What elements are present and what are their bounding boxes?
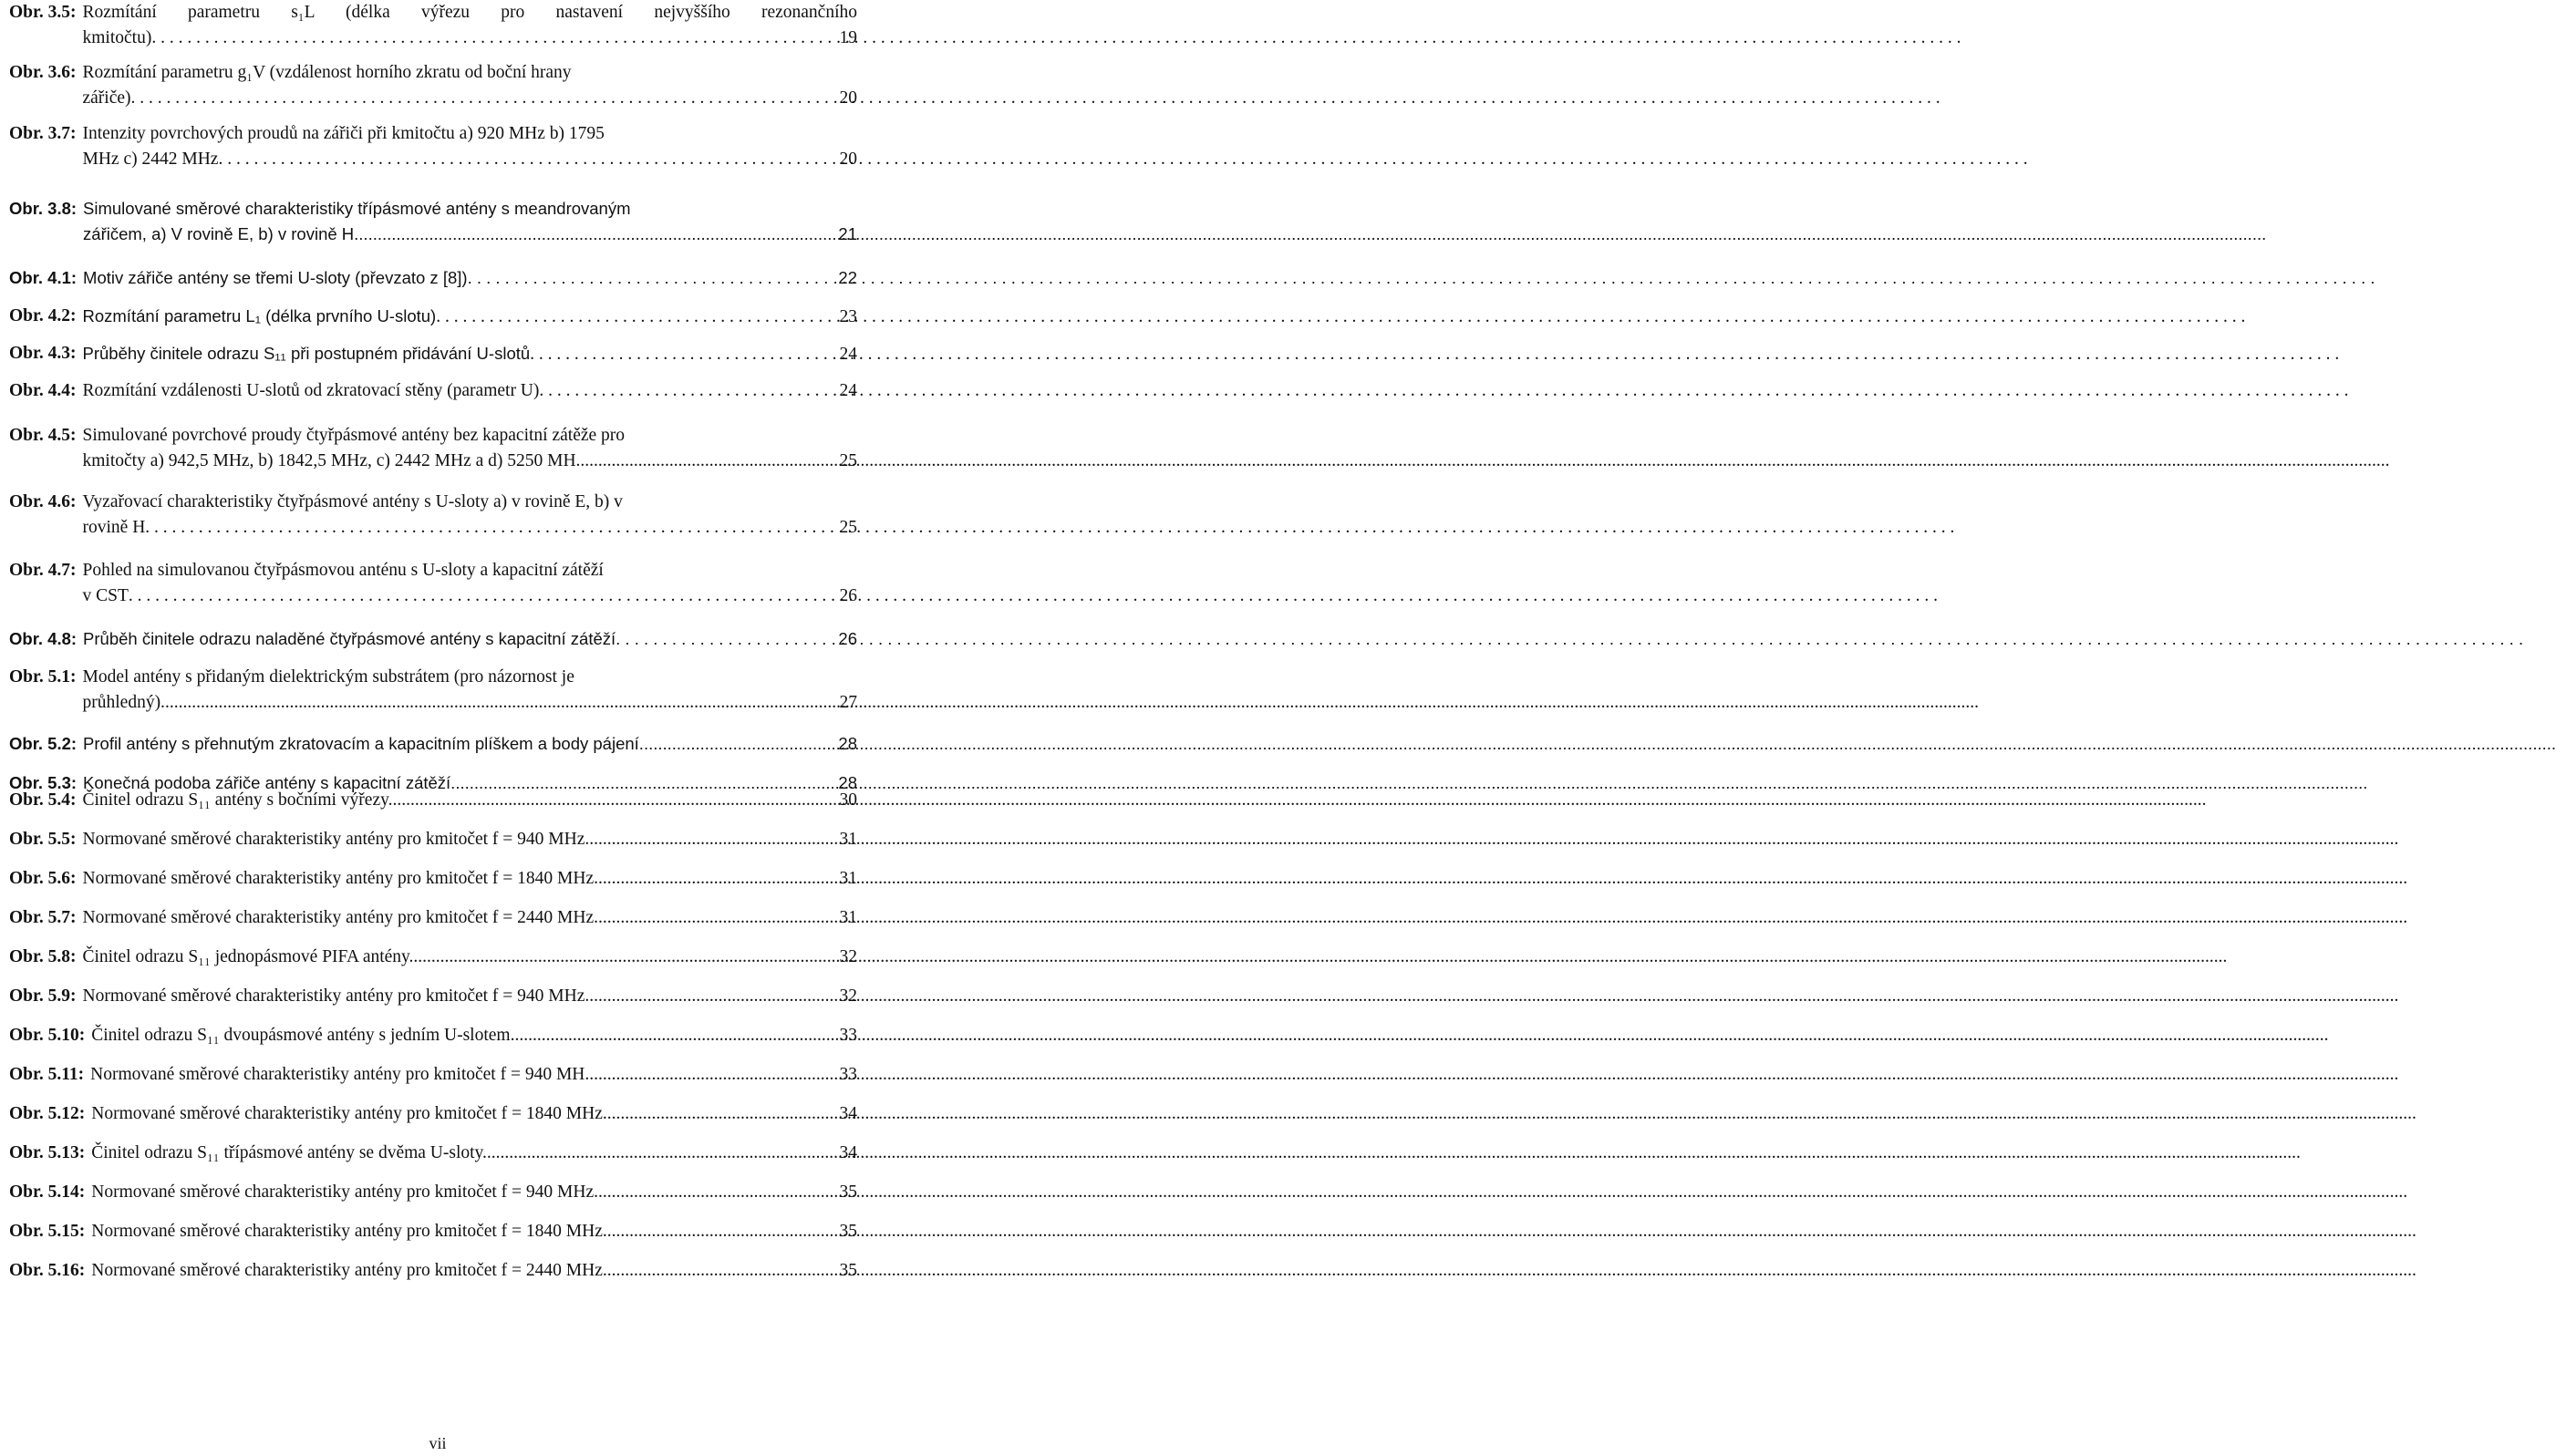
entry-title-cont: rovině H [82,518,146,537]
entry-label: Obr. 5.15: [9,1222,86,1241]
entry-page: 25 [839,451,857,470]
toc-entry[interactable] [9,945,857,970]
entry-title: Normované směrové charakteristiky antény pro kmitočet f = 940 MHz [82,830,585,849]
entry-title: Průběhy činitele odrazu S₁₁ při postupném přidávání U-slotů [82,344,531,363]
entry-page: 25 [839,518,857,537]
entry-title: Normované směrové charakteristiky antény pro kmitočet f = 1840 MHz [91,1104,603,1123]
entry-title: Normované směrové charakteristiky antény pro kmitočet f = 1840 MHz [91,1222,603,1241]
toc-entry[interactable] [9,984,857,1009]
entry-label: Obr. 5.13: [9,1143,86,1162]
entry-page: 33 [839,1065,857,1084]
entry-page: 35 [839,1222,857,1241]
entry-page: 23 [839,307,857,326]
toc-entry[interactable] [9,731,857,757]
toc-entry[interactable] [9,196,857,247]
entry-title: Intenzity povrchových proudů na zářiči při kmitočtu a) 920 MHz b) 1795 [82,124,605,143]
entry-label: Obr. 4.3: [9,344,77,363]
entry-label: Obr. 5.5: [9,830,77,849]
entry-title: Simulované povrchové proudy čtyřpásmové antény bez kapacitní zátěže pro [82,426,626,445]
toc-entry[interactable] [9,1062,857,1088]
entry-title: Činitel odrazu S₁₁ třípásmové antény se dvěma U-sloty. [91,1143,487,1162]
toc-entry[interactable] [9,490,857,541]
entry-title: Činitel odrazu S₁₁ jednopásmové PIFA antény. [82,947,414,966]
entry-title: Motiv zářiče antény se třemi U-sloty (převzato z [8]) [83,268,468,287]
entry-title: Rozmítání parametru L₁ (délka prvního U-slotu) [82,306,437,325]
toc-entry[interactable] [9,423,857,474]
entry-title: Normované směrové charakteristiky antény pro kmitočet f = 2440 MHz [91,1261,603,1280]
entry-page: 31 [839,830,857,849]
entry-page: 31 [839,869,857,888]
entry-page: 33 [839,1026,857,1045]
entry-page: 24 [839,345,857,364]
entry-label: Obr. 5.2: [9,734,78,753]
toc-entry[interactable] [9,558,857,609]
toc-entry[interactable] [9,265,857,291]
entry-page: 27 [839,693,857,712]
entry-label: Obr. 5.6: [9,869,77,888]
entry-label: Obr. 5.11: [9,1065,85,1084]
toc-entry[interactable] [9,1141,857,1166]
page-number: vii [429,1434,447,1452]
entry-title: Průběh činitele odrazu naladěné čtyřpásmové antény s kapacitní zátěží [83,629,616,648]
entry-page: 35 [839,1182,857,1202]
entry-label: Obr. 3.8: [9,199,78,218]
entry-title-cont: MHz c) 2442 MHz [82,150,219,169]
entry-title: Rozmítání vzdálenosti U-slotů od zkratovací stěny (parametr U) [82,381,540,400]
entry-title-cont: zářičem, a) V rovině E, b) v rovině H [83,224,355,243]
entry-title-cont: zářiče) [82,88,131,108]
entry-page: 31 [839,908,857,927]
toc-entry[interactable] [9,378,857,404]
entry-label: Obr. 3.7: [9,124,77,143]
entry-label: Obr. 4.1: [9,268,78,287]
entry-title: Simulované směrové charakteristiky třípásmové antény s meandrovaným [83,199,631,218]
entry-label: Obr. 5.10: [9,1026,86,1045]
entry-label: Obr. 5.7: [9,908,77,927]
entry-label: Obr. 5.3: [9,773,78,792]
entry-label: Obr. 3.6: [9,63,77,82]
toc-entry[interactable] [9,1023,857,1048]
entry-title: Rozmítání parametru g₁V (vzdálenost horního zkratu od boční hrany [82,63,572,82]
entry-page: 34 [839,1143,857,1162]
entry-title: Normované směrové charakteristiky antény pro kmitočet f = 940 MHz [91,1182,595,1202]
entry-page: 21 [838,224,857,243]
toc-entry[interactable] [9,304,857,329]
entry-label: Obr. 4.6: [9,492,77,511]
toc-entry[interactable] [9,665,857,716]
entry-title-cont: kmitočty a) 942,5 MHz, b) 1842,5 MHz, c) 2442 MHz a d) 5250 MH [82,451,576,470]
entry-label: Obr. 5.8: [9,947,77,966]
entry-title: Konečná podoba zářiče antény s kapacitní zátěží. [83,773,456,792]
entry-label: Obr. 4.4: [9,381,77,400]
entry-label: Obr. 4.5: [9,426,77,445]
entry-title: Normované směrové charakteristiky antény pro kmitočet f = 940 MH [90,1065,585,1084]
toc-entry[interactable] [9,827,857,852]
entry-title: Vyzařovací charakteristiky čtyřpásmové antény s U-sloty a) v rovině E, b) v [82,492,623,511]
entry-label: Obr. 4.2: [9,306,77,325]
entry-title-cont: v CST [82,586,129,605]
entry-page: 22 [838,268,857,287]
entry-page: 19 [839,28,857,47]
entry-title: Rozmítání parametru s₁L (délka výřezu pro nastavení nejvyššího rezonančního [82,3,857,22]
entry-page: 28 [838,734,857,753]
entry-label: Obr. 4.7: [9,561,77,580]
entry-title: Normované směrové charakteristiky antény pro kmitočet f = 1840 MHz [82,869,595,888]
toc-entry[interactable] [9,905,857,931]
entry-title-cont: kmitočtu) [82,28,152,47]
entry-page: 26 [839,586,857,605]
entry-label: Obr. 5.4: [9,790,77,810]
entry-page: 20 [839,88,857,108]
entry-label: Obr. 5.1: [9,667,77,687]
toc-entry[interactable] [9,866,857,892]
toc-entry[interactable] [9,1258,857,1284]
toc-entry[interactable] [9,121,857,172]
toc-entry[interactable] [9,1180,857,1205]
entry-title: Profil antény s přehnutým zkratovacím a kapacitním plíškem a body pájení. [83,734,644,753]
entry-page: 32 [839,986,857,1006]
toc-entry[interactable] [9,1219,857,1244]
entry-title: Model antény s přidaným dielektrickým substrátem (pro názornost je [82,667,574,687]
toc-entry[interactable] [9,60,857,111]
entry-page: 20 [839,150,857,169]
entry-label: Obr. 4.8: [9,629,78,648]
entry-page: 35 [839,1261,857,1280]
entry-title: Činitel odrazu S₁₁ antény s bočními výřezy. [82,790,393,810]
entry-title-cont: průhledný). [82,693,165,712]
toc-entry[interactable] [9,1101,857,1127]
entry-page: 28 [838,773,857,792]
entry-page: 24 [839,381,857,400]
toc-entry[interactable] [9,341,857,367]
entry-page: 32 [839,947,857,966]
toc-entry-5-4[interactable] [9,788,857,813]
entry-label: Obr. 5.16: [9,1261,86,1280]
toc-entry[interactable] [9,0,857,51]
entry-page: 30 [839,790,857,810]
entry-label: Obr. 5.9: [9,986,77,1006]
entry-label: Obr. 5.14: [9,1182,86,1202]
entry-page: 26 [838,629,857,648]
entry-title: Normované směrové charakteristiky antény pro kmitočet f = 2440 MHz [82,908,595,927]
entry-title: Pohled na simulovanou čtyřpásmovou anténu s U-sloty a kapacitní zátěží [82,561,604,580]
entry-page: 34 [839,1104,857,1123]
entry-title: Činitel odrazu S₁₁ dvoupásmové antény s jedním U-slotem. [91,1026,515,1045]
entry-label: Obr. 5.12: [9,1104,86,1123]
entry-title: Normované směrové charakteristiky antény pro kmitočet f = 940 MHz [82,986,585,1006]
toc-entry[interactable] [9,626,857,652]
entry-label: Obr. 3.5: [9,3,77,22]
